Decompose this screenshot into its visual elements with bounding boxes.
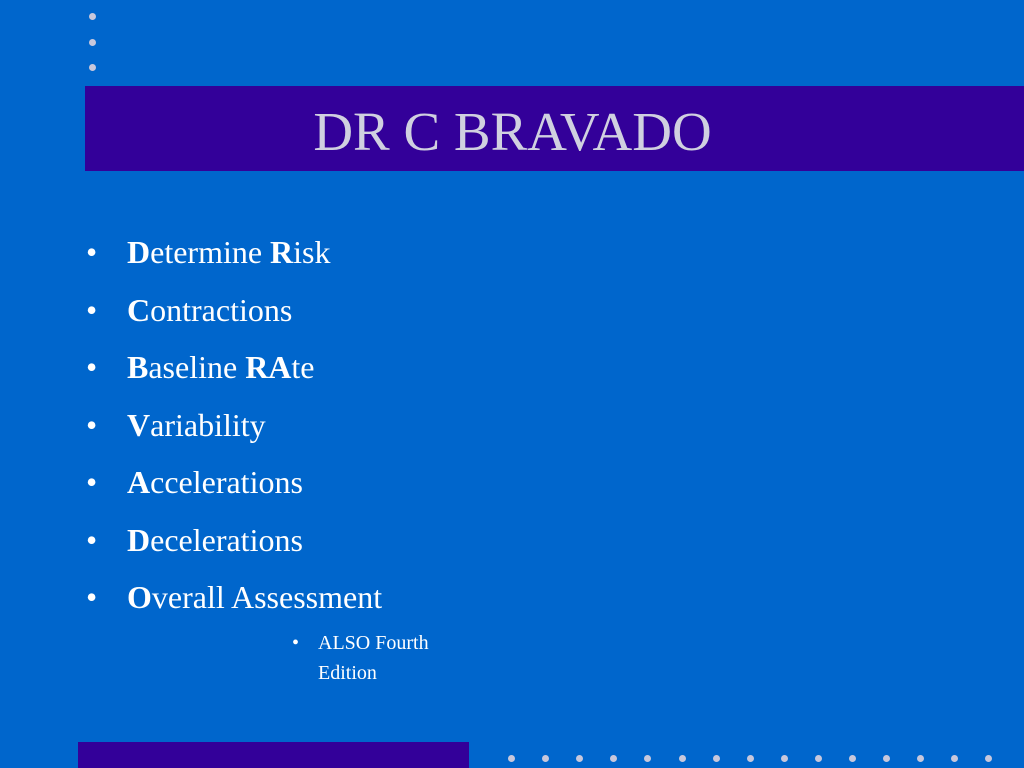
decorative-dot — [747, 755, 754, 762]
decorative-dot — [917, 755, 924, 762]
list-item-rest: ariability — [150, 406, 266, 443]
decorative-dot — [781, 755, 788, 762]
list-item-lead: A — [127, 464, 151, 500]
list-item-rest-2: isk — [293, 234, 331, 270]
sub-bullet-text: ALSO Fourth Edition — [318, 632, 429, 684]
decorative-dot — [89, 39, 96, 46]
decorative-dot — [89, 13, 96, 20]
list-item-lead: D — [127, 521, 151, 558]
list-item-text — [127, 397, 266, 455]
list-item-lead-2: RA — [245, 349, 292, 385]
decorative-dot — [713, 755, 720, 762]
decorative-dot — [849, 755, 856, 762]
list-item-rest: ontractions — [150, 291, 293, 328]
decorative-dot — [815, 755, 822, 762]
decorative-dot — [644, 755, 651, 762]
list-item-text — [127, 454, 303, 512]
decorative-dot — [508, 755, 515, 762]
list-item-lead: C — [127, 291, 151, 328]
list-item-lead: D — [127, 234, 151, 270]
list-item-lead: B — [127, 349, 149, 385]
bullet-icon: • — [292, 632, 300, 654]
list-item-lead: V — [127, 406, 151, 443]
decorative-dot — [610, 755, 617, 762]
decorative-dot — [951, 755, 958, 762]
decorative-dot — [679, 755, 686, 762]
footer-band — [78, 742, 469, 768]
list-item-text — [127, 569, 382, 627]
bullet-icon: • — [86, 291, 98, 328]
slide-title: DR C BRAVADO — [313, 101, 712, 162]
list-item-lead: O — [127, 579, 152, 615]
list-item-lead-2: R — [270, 234, 294, 270]
decorative-dot — [576, 755, 583, 762]
bullet-icon: • — [86, 521, 98, 558]
decorative-dot — [89, 64, 96, 71]
list-item-text — [127, 224, 331, 282]
list-item-rest: ccelerations — [150, 464, 303, 500]
list-item-text — [127, 339, 315, 397]
decorative-dot — [883, 755, 890, 762]
bullet-icon: • — [86, 579, 98, 615]
list-item-rest: verall Assessment — [151, 579, 383, 615]
list-item-rest: ecelerations — [150, 521, 303, 558]
list-item-rest: etermine — [150, 234, 271, 270]
bullet-icon: • — [86, 349, 98, 385]
decorative-dot — [542, 755, 549, 762]
bullet-icon: • — [86, 406, 98, 443]
list-item-rest: aseline — [148, 349, 246, 385]
decorative-dot — [985, 755, 992, 762]
bullet-icon: • — [86, 464, 98, 500]
list-item-rest-2: te — [291, 349, 315, 385]
bullet-icon: • — [86, 234, 98, 270]
list-item-text — [127, 282, 292, 340]
list-item-text — [127, 512, 303, 570]
